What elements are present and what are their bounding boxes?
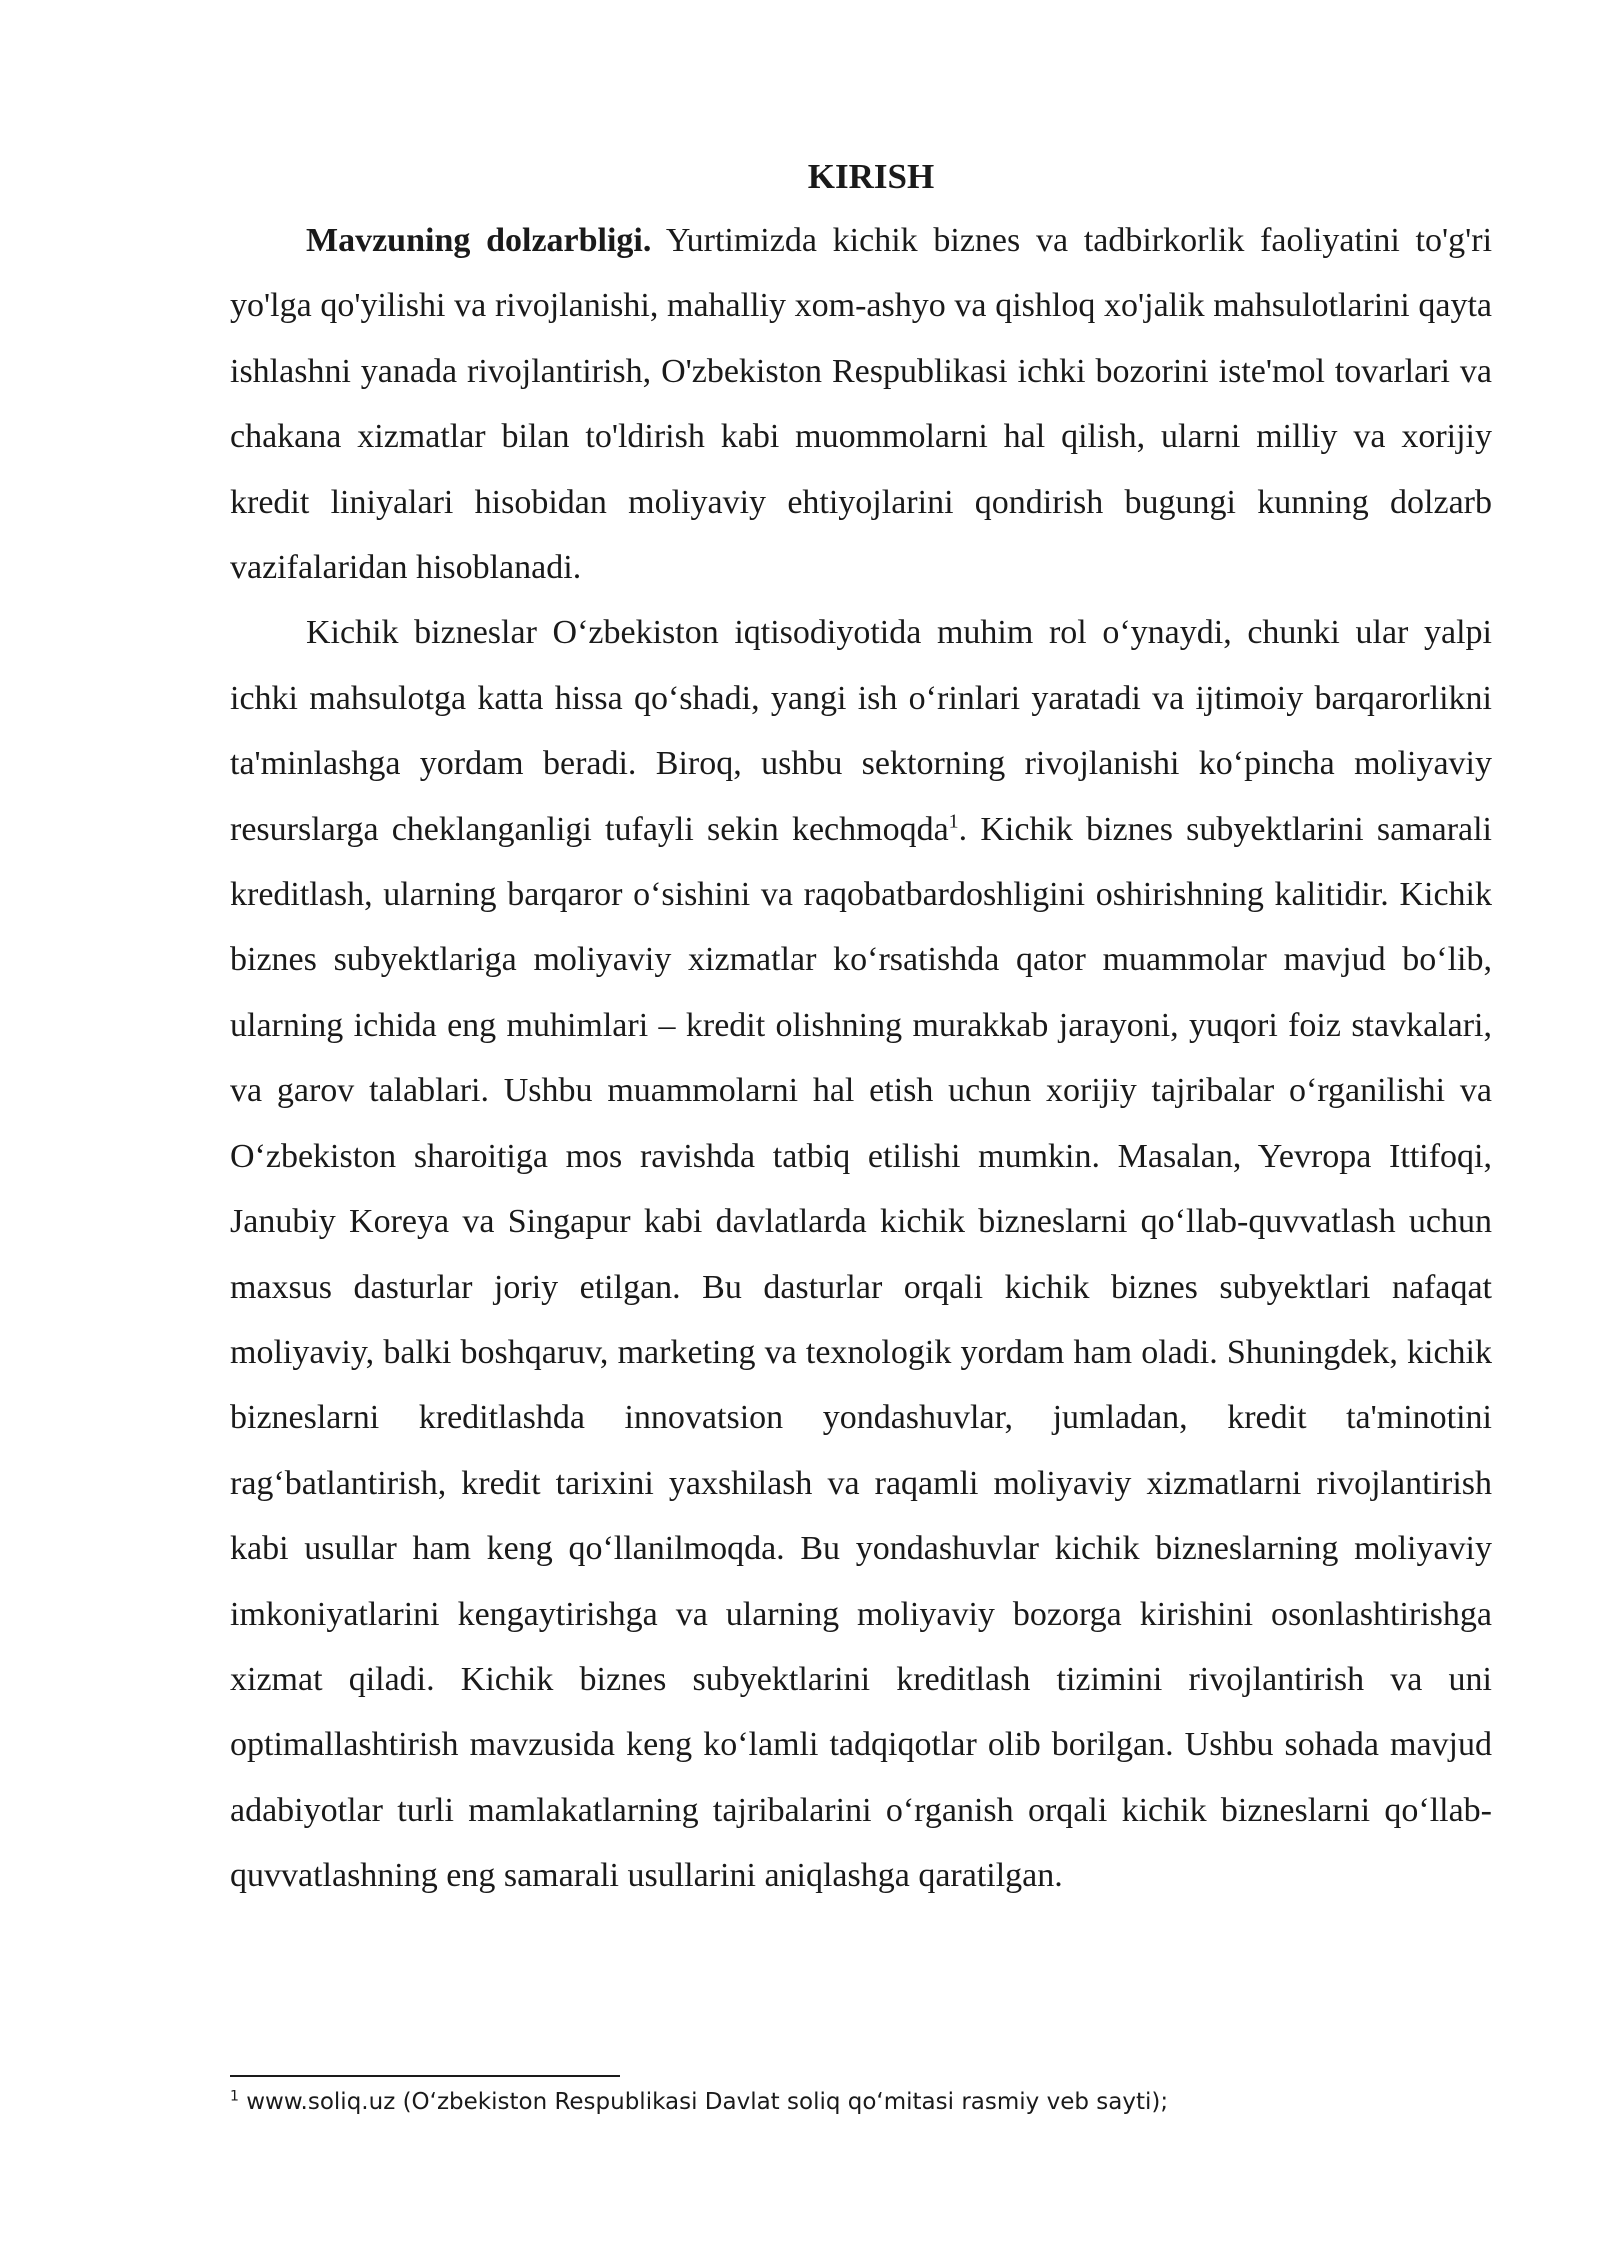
page-title: KIRISH — [807, 157, 935, 196]
footnote-reference[interactable]: 1 — [948, 810, 959, 833]
paragraph-text-after-ref: . Kichik biznes subyektlarini samarali kreditlash, ularning barqaror o‘sishini va raqobatbardoshligini oshirishning kalitidir. Kichik biznes subyektlariga moliyaviy xizmatlar ko‘rsatishda qator muammolar mavjud bo‘lib, ularning ichida eng muhimlari – kredit olishning murakkab jarayoni, yuqori foiz stavkalari, va garov talablari. Ushbu muammolarni hal etish uchun xorijiy tajribalar o‘rganilishi va O‘zbekiston sharoitiga mos ravishda tatbiq etilishi mumkin. Masalan, Yevropa Ittifoqi, Janubiy Koreya va Singapur kabi davlatlarda kichik bizneslarni qo‘llab-quvvatlash uchun maxsus dasturlar joriy etilgan. Bu dasturlar orqali kichik biznes subyektlari nafaqat moliyaviy, balki boshqaruv, marketing va texnologik yordam ham oladi. Shuningdek, kichik bizneslarni kreditlashda innovatsion yondashuvlar, jumladan, kredit ta'minotini rag‘batlantirish, kredit tarixini yaxshilash va raqamli moliyaviy xizmatlarni rivojlantirish kabi usullar ham keng qo‘llanilmoqda. Bu yondashuvlar kichik bizneslarning moliyaviy imkoniyatlarini kengaytirishga va ularning moliyaviy bozorga kirishini osonlashtirishga xizmat qiladi. Kichik biznes subyektlarini kreditlash tizimini rivojlantirish va uni optimallashtirish mavzusida keng ko‘lamli tadqiqotlar olib borilgan. Ushbu sohada mavjud adabiyotlar turli mamlakatlarning tajribalarini o‘rganish orqali kichik bizneslarni qo‘llab-quvvatlashning eng samarali usullarini aniqlashga qaratilgan. — [230, 810, 1492, 1895]
paragraph-lead: Mavzuning dolzarbligi. — [306, 222, 652, 259]
footnote-text: www.soliq.uz (O‘zbekiston Respublikasi Davlat soliq qo‘mitasi rasmiy veb sayti); — [238, 2089, 1169, 2115]
footnote — [230, 2085, 1492, 2119]
footnote-divider — [230, 2075, 620, 2077]
paragraph-small-business — [230, 600, 1492, 1908]
paragraph-relevance — [230, 208, 1492, 600]
paragraph-text-before-ref: Kichik bizneslar O‘zbekiston iqtisodiyotida muhim rol o‘ynaydi, chunki ular yalpi ichki mahsulotga katta hissa qo‘shadi, yangi ish o‘rinlari yaratadi va ijtimoiy barqarorlikni ta'minlashga yordam beradi. Biroq, ushbu sektorning rivojlanishi ko‘pincha moliyaviy resurslarga cheklanganligi tufayli sekin kechmoqda — [230, 614, 1492, 848]
document-body — [230, 146, 1492, 1909]
footnote-number: 1 — [230, 2088, 239, 2105]
paragraph-text: Yurtimizda kichik biznes va tadbirkorlik faoliyatini to'g'ri yo'lga qo'yilishi va rivojlanishi, mahalliy xom-ashyo va qishloq xo'jalik mahsulotlarini qayta ishlashni yanada rivojlantirish, O'zbekiston Respublikasi ichki bozorini iste'mol tovarlari va chakana xizmatlar bilan to'ldirish kabi muommolarni hal qilish, ularni milliy va xorijiy kredit liniyalari hisobidan moliyaviy ehtiyojlarini qondirish bugungi kunning dolzarb vazifalaridan hisoblanadi. — [230, 222, 1493, 587]
